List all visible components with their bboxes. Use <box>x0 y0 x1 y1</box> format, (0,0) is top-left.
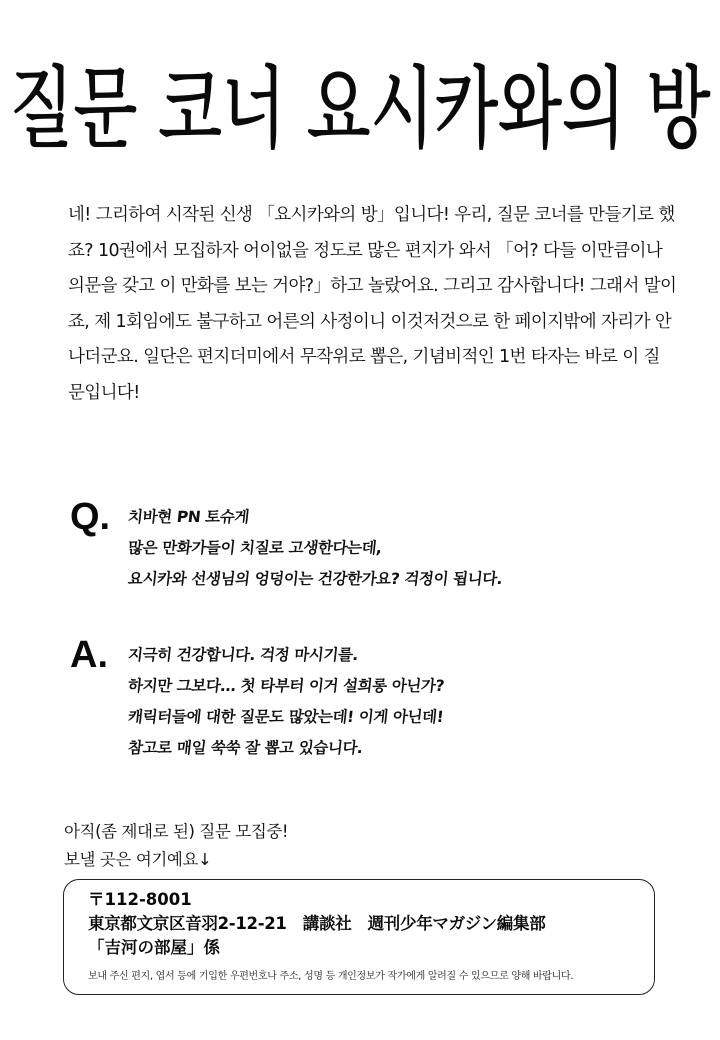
privacy-notice: 보내 주신 편지, 엽서 등에 기입한 우편번호나 주소, 성명 등 개인정보가 작가에게 알려질 수 있으므로 양해 바랍니다. <box>88 971 574 982</box>
recruit-line: 보낼 곳은 여기예요↓ <box>64 850 212 869</box>
intro-line: 의문을 갖고 이 만화를 보는 거야?」하고 놀랐어요. 그리고 감사합니다! 그래서 말이 <box>68 276 677 296</box>
answer-mark-label: A. <box>70 634 108 676</box>
postal-code: 〒112-8001 <box>88 890 192 909</box>
answer-line: 참고로 매일 쑥쑥 잘 뽑고 있습니다. <box>127 739 364 757</box>
intro-paragraph <box>68 198 677 411</box>
answer-line: 캐릭터들에 대한 질문도 많았는데! 이게 아닌데! <box>127 708 445 726</box>
intro-line: 네! 그리하여 시작된 신생 「요시카와의 방」입니다! 우리, 질문 코너를 만들기로 했 <box>68 205 675 225</box>
intro-line: 죠, 제 1회임에도 불구하고 어른의 사정이니 이것저것으로 한 페이지밖에 자리가 안 <box>68 311 672 332</box>
question-mark-label: Q. <box>70 496 111 538</box>
intro-line: 문입니다! <box>68 382 140 403</box>
page-title: 질문 코너 요시카와의 방 <box>9 57 711 162</box>
intro-line: 나더군요. 일단은 편지더미에서 무작위로 뽑은, 기념비적인 1번 타자는 바로 이 질 <box>68 347 660 367</box>
mailing-address: 東京都文京区音羽2-12-21 講談社 週刊少年マガジン編集部 <box>88 914 546 933</box>
recruit-line: 아직(좀 제대로 된) 질문 모집중! <box>64 822 289 841</box>
question-line: 치바현 PN 토슈게 <box>127 508 250 526</box>
intro-line: 죠? 10권에서 모집하자 어이없을 정도로 많은 편지가 와서 「어? 다들 이만큼이나 <box>68 240 663 261</box>
department-label: 「吉河の部屋」係 <box>88 938 220 957</box>
answer-line: 지극히 건강합니다. 걱정 마시기를. <box>127 646 359 664</box>
question-line: 많은 만화가들이 치질로 고생한다는데, <box>127 539 383 557</box>
question-text <box>128 502 688 595</box>
answer-text <box>128 640 688 764</box>
recruit-notice <box>64 818 664 874</box>
address-box <box>63 879 655 995</box>
answer-line: 하지만 그보다… 첫 타부터 이거 설희롱 아닌가? <box>127 677 445 695</box>
question-line: 요시카와 선생님의 엉덩이는 건강한가요? 걱정이 됩니다. <box>127 570 504 588</box>
